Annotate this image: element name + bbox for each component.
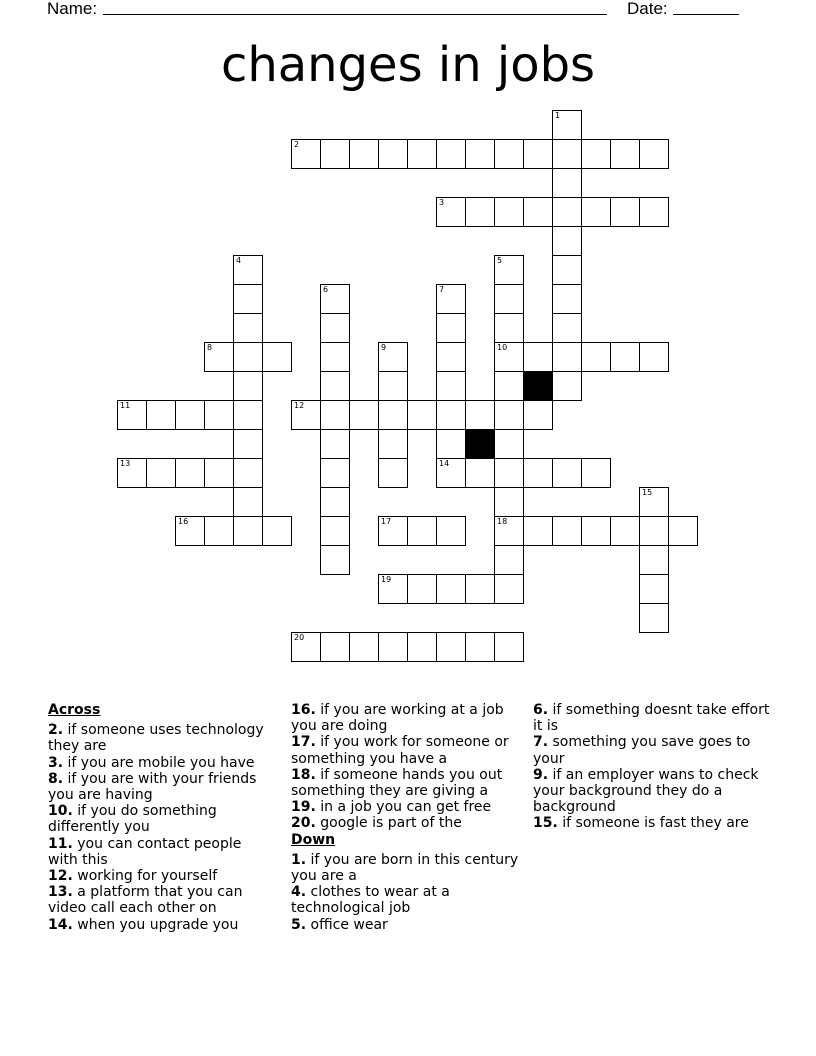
clue-text: if someone is fast they are xyxy=(562,815,749,832)
clue-number: 2. xyxy=(48,722,64,739)
grid-cell[interactable] xyxy=(320,632,350,662)
grid-cell[interactable] xyxy=(523,400,553,430)
clue-down-4 xyxy=(291,884,523,916)
cell-number: 11 xyxy=(120,401,131,410)
cell-number: 7 xyxy=(439,285,445,294)
clue-across-8 xyxy=(48,771,273,803)
grid-cell[interactable] xyxy=(610,197,640,227)
grid-cell[interactable] xyxy=(233,487,263,517)
clue-number: 7. xyxy=(533,734,549,751)
cell-number: 3 xyxy=(439,198,445,207)
grid-cell[interactable] xyxy=(436,429,466,459)
grid-cell[interactable] xyxy=(465,574,495,604)
grid-cell[interactable] xyxy=(175,458,205,488)
grid-cell[interactable] xyxy=(639,516,669,546)
grid-cell[interactable] xyxy=(320,516,350,546)
grid-cell[interactable] xyxy=(407,400,437,430)
grid-cell[interactable] xyxy=(320,139,350,169)
grid-cell[interactable] xyxy=(204,342,234,372)
clue-number: 20. xyxy=(291,815,316,832)
grid-cell[interactable] xyxy=(523,342,553,372)
clue-number: 4. xyxy=(291,884,307,901)
clues-column-3 xyxy=(533,702,773,832)
grid-cell[interactable] xyxy=(639,574,669,604)
clue-number: 11. xyxy=(48,835,73,852)
clue-across-17 xyxy=(291,734,523,766)
clue-number: 8. xyxy=(48,770,64,787)
cell-number: 2 xyxy=(294,140,300,149)
cell-number: 19 xyxy=(381,575,392,584)
clue-text: if an employer wans to check your background they do a background xyxy=(533,766,759,816)
grid-cell[interactable] xyxy=(639,342,669,372)
grid-cell[interactable] xyxy=(378,400,408,430)
date-label: Date: xyxy=(627,0,668,18)
grid-cell[interactable] xyxy=(494,342,524,372)
grid-cell[interactable] xyxy=(552,226,582,256)
grid-cell[interactable] xyxy=(320,458,350,488)
grid-cell[interactable] xyxy=(465,400,495,430)
grid-cell[interactable] xyxy=(349,400,379,430)
clue-number: 14. xyxy=(48,916,73,933)
grid-cell[interactable] xyxy=(233,371,263,401)
clue-across-2 xyxy=(48,722,273,754)
grid-cell[interactable] xyxy=(204,458,234,488)
grid-cell[interactable] xyxy=(552,516,582,546)
grid-cell[interactable] xyxy=(436,458,466,488)
grid-cell[interactable] xyxy=(407,574,437,604)
clue-text: something you save goes to your xyxy=(533,734,751,767)
grid-cell[interactable] xyxy=(523,458,553,488)
grid-cell[interactable] xyxy=(320,487,350,517)
clue-number: 9. xyxy=(533,766,549,783)
clue-number: 1. xyxy=(291,851,307,868)
grid-cell[interactable] xyxy=(233,255,263,285)
grid-cell[interactable] xyxy=(262,342,292,372)
grid-cell[interactable] xyxy=(233,284,263,314)
clue-text: if you are with your friends you are having xyxy=(48,770,257,804)
clue-across-18 xyxy=(291,767,523,799)
grid-cell[interactable] xyxy=(436,197,466,227)
grid-cell[interactable] xyxy=(378,574,408,604)
grid-cell[interactable] xyxy=(146,400,176,430)
grid-cell[interactable] xyxy=(523,516,553,546)
grid-cell[interactable] xyxy=(494,197,524,227)
clue-across-20 xyxy=(291,815,523,831)
grid-cell[interactable] xyxy=(204,400,234,430)
grid-cell[interactable] xyxy=(639,603,669,633)
grid-cell[interactable] xyxy=(233,313,263,343)
grid-cell[interactable] xyxy=(465,197,495,227)
grid-cell[interactable] xyxy=(175,516,205,546)
grid-cell[interactable] xyxy=(639,139,669,169)
grid-cell[interactable] xyxy=(494,574,524,604)
grid-cell[interactable] xyxy=(581,458,611,488)
clue-number: 17. xyxy=(291,734,316,751)
grid-cell[interactable] xyxy=(494,400,524,430)
grid-cell[interactable] xyxy=(204,516,234,546)
clue-down-6 xyxy=(533,702,773,734)
grid-cell[interactable] xyxy=(378,139,408,169)
grid-cell[interactable] xyxy=(320,342,350,372)
cell-number: 8 xyxy=(207,343,213,352)
grid-cell[interactable] xyxy=(494,284,524,314)
clue-across-3 xyxy=(48,755,273,771)
clue-text: if someone hands you out something they are giving a xyxy=(291,766,503,800)
clue-text: a platform that you can video call each other on xyxy=(48,884,243,917)
grid-cell[interactable] xyxy=(610,342,640,372)
cell-number: 20 xyxy=(294,633,305,642)
grid-cell[interactable] xyxy=(117,400,147,430)
grid-cell[interactable] xyxy=(465,139,495,169)
grid-cell[interactable] xyxy=(610,139,640,169)
clue-across-11 xyxy=(48,836,273,868)
grid-cell[interactable] xyxy=(494,371,524,401)
grid-cell[interactable] xyxy=(436,574,466,604)
grid-cell[interactable] xyxy=(639,487,669,517)
grid-cell[interactable] xyxy=(494,429,524,459)
grid-cell[interactable] xyxy=(407,516,437,546)
cell-number: 17 xyxy=(381,517,392,526)
clue-number: 13. xyxy=(48,884,73,901)
grid-cell[interactable] xyxy=(175,400,205,430)
grid-cell[interactable] xyxy=(233,342,263,372)
grid-cell[interactable] xyxy=(494,458,524,488)
clue-number: 18. xyxy=(291,766,316,783)
grid-cell[interactable] xyxy=(436,371,466,401)
grid-cell[interactable] xyxy=(494,516,524,546)
clue-number: 12. xyxy=(48,868,73,885)
grid-cell[interactable] xyxy=(494,545,524,575)
clue-across-13 xyxy=(48,884,273,916)
grid-cell[interactable] xyxy=(552,342,582,372)
grid-cell[interactable] xyxy=(291,139,321,169)
grid-cell[interactable] xyxy=(639,545,669,575)
grid-cell[interactable] xyxy=(436,400,466,430)
clue-number: 19. xyxy=(291,799,316,816)
grid-cell[interactable] xyxy=(378,458,408,488)
grid-cell[interactable] xyxy=(146,458,176,488)
clue-text: in a job you can get free xyxy=(320,799,492,816)
grid-cell[interactable] xyxy=(233,400,263,430)
black-square xyxy=(465,429,495,459)
clue-text: office wear xyxy=(310,916,388,933)
grid-cell[interactable] xyxy=(552,284,582,314)
clue-across-19 xyxy=(291,799,523,815)
grid-cell[interactable] xyxy=(436,139,466,169)
grid-cell[interactable] xyxy=(436,632,466,662)
grid-cell[interactable] xyxy=(552,139,582,169)
grid-cell[interactable] xyxy=(378,429,408,459)
cell-number: 9 xyxy=(381,343,387,352)
cell-number: 4 xyxy=(236,256,242,265)
cell-number: 16 xyxy=(178,517,189,526)
cell-number: 13 xyxy=(120,459,131,468)
grid-cell[interactable] xyxy=(610,516,640,546)
grid-cell[interactable] xyxy=(233,429,263,459)
grid-cell[interactable] xyxy=(378,342,408,372)
grid-cell[interactable] xyxy=(494,632,524,662)
clue-text: if you are mobile you have xyxy=(67,754,255,771)
cell-number: 15 xyxy=(642,488,653,497)
grid-cell[interactable] xyxy=(552,197,582,227)
grid-cell[interactable] xyxy=(668,516,698,546)
cell-number: 6 xyxy=(323,285,329,294)
grid-cell[interactable] xyxy=(552,371,582,401)
grid-cell[interactable] xyxy=(436,284,466,314)
grid-cell[interactable] xyxy=(523,197,553,227)
grid-cell[interactable] xyxy=(320,545,350,575)
grid-cell[interactable] xyxy=(262,516,292,546)
clue-text: clothes to wear at a technological job xyxy=(291,884,450,917)
grid-cell[interactable] xyxy=(436,313,466,343)
grid-cell[interactable] xyxy=(581,197,611,227)
grid-cell[interactable] xyxy=(378,516,408,546)
clue-number: 6. xyxy=(533,702,549,718)
grid-cell[interactable] xyxy=(233,516,263,546)
clue-down-1 xyxy=(291,852,523,884)
grid-cell[interactable] xyxy=(407,632,437,662)
grid-cell[interactable] xyxy=(494,313,524,343)
across-heading: Across xyxy=(48,702,101,718)
cell-number: 18 xyxy=(497,517,508,526)
grid-cell[interactable] xyxy=(523,139,553,169)
grid-cell[interactable] xyxy=(349,632,379,662)
cell-number: 1 xyxy=(555,111,561,120)
grid-cell[interactable] xyxy=(552,458,582,488)
name-label: Name: xyxy=(47,0,98,18)
clue-text: if you do something differently you xyxy=(48,803,217,836)
grid-cell[interactable] xyxy=(436,516,466,546)
grid-cell[interactable] xyxy=(552,313,582,343)
puzzle-title: changes in jobs xyxy=(220,37,596,93)
grid-cell[interactable] xyxy=(639,197,669,227)
grid-cell[interactable] xyxy=(320,284,350,314)
grid-cell[interactable] xyxy=(349,139,379,169)
clue-down-5 xyxy=(291,917,523,933)
black-square xyxy=(523,371,553,401)
clue-number: 16. xyxy=(291,702,316,718)
clue-number: 3. xyxy=(48,754,64,771)
grid-cell[interactable] xyxy=(320,371,350,401)
grid-cell[interactable] xyxy=(378,632,408,662)
grid-cell[interactable] xyxy=(320,313,350,343)
grid-cell[interactable] xyxy=(552,168,582,198)
clue-across-10 xyxy=(48,803,273,835)
cell-number: 12 xyxy=(294,401,305,410)
cell-number: 10 xyxy=(497,343,508,352)
grid-cell[interactable] xyxy=(436,342,466,372)
grid-cell[interactable] xyxy=(494,255,524,285)
down-heading: Down xyxy=(291,831,336,848)
grid-cell[interactable] xyxy=(465,632,495,662)
grid-cell[interactable] xyxy=(552,110,582,140)
clue-down-15 xyxy=(533,815,773,831)
grid-cell[interactable] xyxy=(407,139,437,169)
grid-cell[interactable] xyxy=(291,632,321,662)
clue-text: if you are working at a job you are doing xyxy=(291,702,504,735)
clue-down-9 xyxy=(533,767,773,816)
clue-text: if something doesnt take effort it is xyxy=(533,702,770,735)
clue-text: if someone uses technology they are xyxy=(48,722,264,755)
clue-text: google is part of the xyxy=(320,815,462,832)
grid-cell[interactable] xyxy=(117,458,147,488)
clue-across-14 xyxy=(48,917,273,933)
clue-across-16 xyxy=(291,702,523,734)
grid-cell[interactable] xyxy=(552,255,582,285)
clue-text: if you are born in this century you are a xyxy=(291,851,519,885)
clues-column-2 xyxy=(291,702,523,933)
grid-cell[interactable] xyxy=(581,516,611,546)
grid-cell[interactable] xyxy=(465,458,495,488)
clue-text: when you upgrade you xyxy=(77,916,239,933)
clue-text: if you work for someone or something you have a xyxy=(291,734,509,767)
clue-text: you can contact people with this xyxy=(48,835,242,868)
grid-cell[interactable] xyxy=(494,139,524,169)
clue-across-12 xyxy=(48,868,273,884)
clue-number: 15. xyxy=(533,815,558,832)
grid-cell[interactable] xyxy=(581,342,611,372)
cell-number: 5 xyxy=(497,256,503,265)
clue-number: 5. xyxy=(291,916,307,933)
grid-cell[interactable] xyxy=(494,487,524,517)
grid-cell[interactable] xyxy=(291,400,321,430)
clue-text: working for yourself xyxy=(77,868,218,885)
grid-cell[interactable] xyxy=(320,429,350,459)
grid-cell[interactable] xyxy=(320,400,350,430)
clues-column-1 xyxy=(48,702,273,933)
clue-down-7 xyxy=(533,734,773,766)
grid-cell[interactable] xyxy=(581,139,611,169)
grid-cell[interactable] xyxy=(378,371,408,401)
clue-number: 10. xyxy=(48,803,73,820)
cell-number: 14 xyxy=(439,459,450,468)
grid-cell[interactable] xyxy=(233,458,263,488)
